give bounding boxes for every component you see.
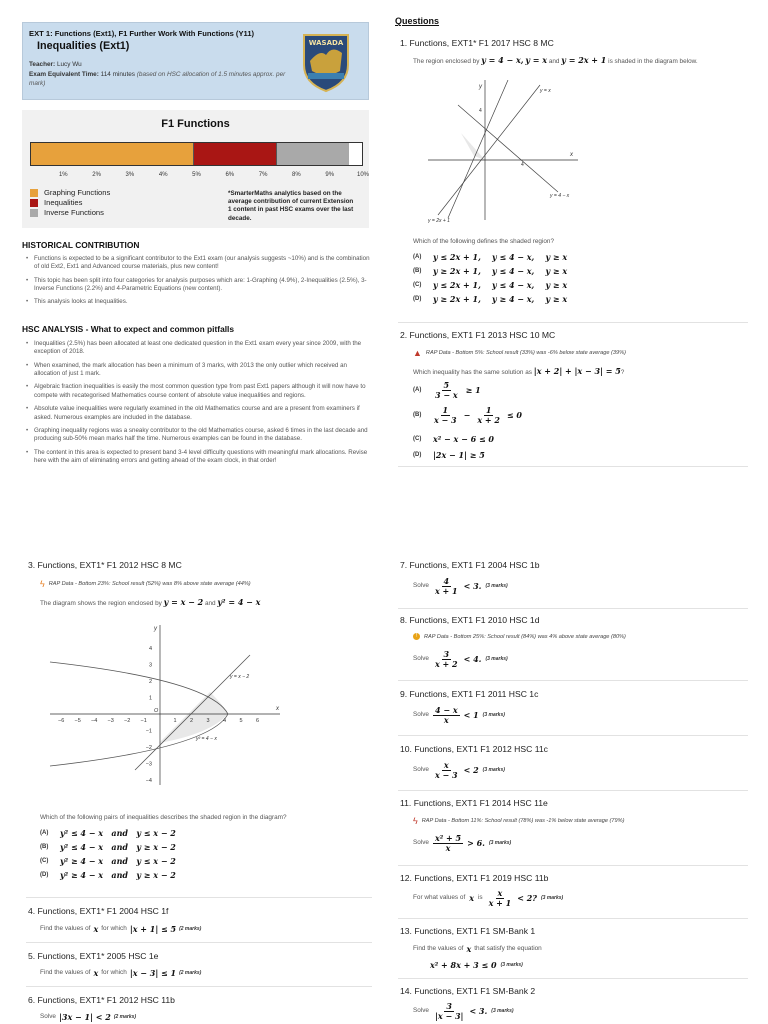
q6-title[interactable]: 6. Functions, EXT1* F1 2012 HSC 11b — [28, 995, 175, 1005]
legend-swatch-inverse — [30, 209, 38, 217]
bar-track — [30, 142, 363, 166]
q3-intro — [40, 597, 260, 609]
q9-den: x — [443, 714, 449, 725]
q12-mid: is — [478, 893, 483, 901]
q12-title[interactable]: 12. Functions, EXT1 F1 2019 HSC 11b — [400, 873, 549, 883]
time-label: Exam Equivalent Time: — [29, 71, 99, 78]
q2-b-den2: x + 2 — [477, 414, 500, 425]
q9-pre: Solve — [413, 710, 429, 718]
divider — [398, 608, 748, 609]
q2-b-minus: − — [463, 410, 471, 421]
q1-option-label: (C) — [413, 282, 422, 288]
q11-marks: (3 marks) — [488, 839, 512, 846]
hsc-list — [24, 340, 370, 470]
q6-marks: (2 marks) — [113, 1014, 137, 1021]
q3-y-tick: 1 — [148, 695, 152, 702]
q1-intro — [413, 55, 753, 67]
q2-a-den: 3 − x — [435, 389, 458, 400]
q10-den: x − 3 — [435, 769, 458, 780]
course-title: EXT 1: Functions (Ext1), F1 Further Work With Functions (Y11) — [29, 29, 255, 38]
q13-mid: that satisfy the equation — [474, 945, 542, 953]
hsc-heading: HSC ANALYSIS - What to expect and common pitfalls — [22, 324, 235, 334]
q2-b-den1: x − 3 — [434, 414, 457, 425]
wasada-logo — [296, 31, 356, 93]
historical-list — [24, 255, 370, 312]
q3-option-c[interactable] — [40, 856, 176, 866]
q3-y-tick: 4 — [148, 646, 152, 652]
q7-body — [413, 577, 508, 596]
q2-b-rhs: ≤ 0 — [506, 410, 522, 421]
q3-prompt: Which of the following pairs of inequalities describes the shaded region in the diagram? — [40, 814, 287, 821]
q3-y-tick: 3 — [148, 662, 152, 669]
q3-y-tick: −3 — [145, 761, 152, 768]
q3-option-label: (B) — [40, 844, 49, 850]
q1-graph — [428, 80, 578, 225]
bar-segment-inequalities — [193, 143, 276, 165]
q8-den: x + 2 — [435, 658, 458, 669]
bar-segment-graphing-functions — [31, 143, 193, 165]
q3-x-ticks — [58, 718, 259, 724]
divider — [398, 680, 748, 681]
divider — [26, 942, 372, 943]
q3-and: and — [204, 600, 216, 607]
q8-marks: (3 marks) — [485, 655, 508, 662]
q11-num: x² + 5 — [435, 833, 462, 843]
q2-option-c[interactable] — [413, 434, 494, 444]
q3-title[interactable]: 3. Functions, EXT1* F1 2012 HSC 8 MC — [28, 560, 182, 570]
q1-eq3: y = 2x + 1 — [561, 55, 607, 65]
q2-option-label: (B) — [413, 412, 422, 419]
historical-bullet: • Functions is expected to be a significant contributor to the Ext1 exam (our analysis suggests ~10%) and is the combination of old Ext2, Ext1 and Advanced course materials, plus new content! — [24, 255, 370, 272]
hsc-bullet: • Graphing inequality regions was a sneaky contributor to the old Mathematics course, asked 6 times in the last decade and producing sub-50% mean marks half the time. Numerous examples can be found in the database. — [24, 427, 370, 444]
bar-tick-label: 8% — [292, 172, 301, 178]
q1-option-text: y ≥ 2x + 1, y ≥ 4 − x, y ≥ x — [433, 294, 568, 304]
q2-expr: |x + 2| + |x − 3| = 5 — [533, 366, 621, 376]
q7-pre: Solve — [413, 581, 429, 589]
q2-rap-text: RAP Data - Bottom 5%: School result (33%) was -6% below state average (39%) — [425, 350, 626, 356]
q8-rap-text: RAP Data - Bottom 25%: School result (84%) was 4% above state average (80%) — [424, 633, 626, 640]
q13-var: x — [466, 944, 472, 954]
header-banner — [22, 22, 369, 100]
q1-y-label: y — [479, 84, 482, 90]
q14-rhs: < 3. — [469, 1005, 488, 1016]
warning-icon: ▲ — [413, 348, 422, 358]
q1-option-text: y ≤ 2x + 1, y ≤ 4 − x, y ≥ x — [433, 252, 568, 262]
hsc-bullet: • Algebraic fraction inequalities is easily the most common question type from past Ext1 papers although it will now have to compete with recategorised Mathematics course content of absolute value inequalities and regions. — [24, 383, 370, 400]
divider — [26, 986, 372, 987]
q3-eq2: y² = 4 − x — [217, 597, 261, 607]
q1-x-label: x — [570, 152, 573, 158]
q10-pre: Solve — [413, 765, 429, 773]
historical-bullet: • This topic has been split into four categories for analysis purposes which are: 1-Graphing (4.9%), 2-Inequalities (2.5%), 3-Inverse Functions (2.2%) and 4-Parametric Equations (new content). — [24, 277, 370, 294]
hsc-bullet: • Inequalities (2.5%) has been allocated at least one dedicated question in the Ext1 exam every year since 2009, with the exception of 2018. — [24, 340, 370, 357]
historical-bullet: • This analysis looks at Inequalities. — [24, 298, 370, 306]
q8-rhs: < 4. — [463, 653, 482, 664]
q6-body — [40, 1012, 136, 1023]
bar-tick-label: 1% — [58, 172, 68, 178]
q3-x-tick: −2 — [124, 718, 131, 724]
q3-x-label: x — [276, 706, 279, 712]
q5-marks: (2 marks) — [179, 970, 202, 977]
teacher-line — [29, 61, 82, 68]
bar-segment-inverse-functions — [276, 143, 349, 165]
q2-prompt — [413, 366, 624, 378]
q4-pre: Find the values of — [40, 925, 91, 933]
q1-option-label: (D) — [413, 296, 422, 302]
divider — [398, 790, 748, 791]
q12-rhs: < 2? — [517, 892, 537, 903]
q7-num: 4 — [443, 576, 450, 586]
q10-num: x — [443, 760, 449, 770]
bar-tick-label: 2% — [92, 172, 101, 178]
q5-expr: |x − 3| ≤ 1 — [129, 968, 177, 978]
info-icon: ! — [413, 633, 420, 640]
divider — [398, 735, 748, 736]
q13-body — [413, 944, 542, 955]
legend-swatch-inequalities — [30, 199, 38, 207]
q3-intro-text: The diagram shows the region enclosed by — [40, 600, 162, 607]
q14-pre: Solve — [413, 1006, 429, 1014]
questions-heading: Questions — [395, 16, 440, 26]
time-line — [29, 71, 299, 88]
q3-x-tick: 3 — [206, 718, 210, 724]
q1-and: and — [548, 58, 560, 65]
q3-x-tick: 4 — [223, 718, 227, 724]
q2-option-label: (C) — [413, 436, 422, 442]
q3-x-tick: −4 — [91, 718, 98, 724]
q4-expr: |x + 1| ≤ 5 — [129, 924, 177, 934]
time-value: 114 minutes — [100, 71, 135, 78]
q2-option-b[interactable] — [413, 406, 522, 425]
q11-rap-text: RAP Data - Bottom 11%: School result (78%) was -1% below state average (79%) — [421, 818, 625, 824]
q2-option-d[interactable] — [413, 450, 485, 460]
q7-title[interactable]: 7. Functions, EXT1 F1 2004 HSC 1b — [400, 560, 540, 570]
q3-curve-label: y² = 4 − x — [196, 736, 217, 742]
q3-x-tick: −5 — [74, 718, 81, 724]
q3-option-d[interactable] — [40, 870, 176, 880]
q3-option-text: y² ≤ 4 − x and y ≤ x − 2 — [60, 828, 176, 838]
hsc-bullet: • The content in this area is expected to present band 3-4 level difficulty questions with meaningful mark allocations. Revise here with the aim of eliminating errors and getting ahead of the exam clock, in that order! — [24, 449, 370, 466]
q3-option-label: (C) — [40, 858, 49, 864]
q11-den: x — [445, 842, 451, 853]
q3-x-tick: −3 — [107, 718, 114, 724]
bar-tick-label: 4% — [158, 172, 168, 178]
divider — [398, 466, 748, 467]
q7-marks: (3 marks) — [485, 582, 508, 589]
q3-x-tick: −6 — [58, 718, 65, 724]
q7-den: x + 1 — [435, 585, 458, 596]
logo-text: WASADA — [308, 39, 344, 47]
q1-option-text: y ≥ 2x + 1, y ≤ 4 − x, y ≥ x — [433, 266, 568, 276]
divider — [398, 978, 748, 979]
bar-tick-label: 7% — [258, 172, 268, 178]
q1-option-b[interactable] — [413, 266, 567, 276]
q3-option-a[interactable] — [40, 828, 176, 838]
q9-marks: (3 marks) — [482, 711, 505, 718]
q10-title[interactable]: 10. Functions, EXT1 F1 2012 HSC 11c — [400, 744, 548, 754]
q3-options — [40, 828, 176, 884]
q1-option-label: (A) — [413, 254, 422, 260]
q1-option-label: (B) — [413, 268, 422, 274]
q2-a-num: 5 — [443, 380, 450, 390]
q3-y-tick: −4 — [145, 778, 152, 784]
q11-title[interactable]: 11. Functions, EXT1 F1 2014 HSC 11e — [400, 798, 548, 808]
teacher-name: Lucy Wu — [56, 61, 82, 68]
q9-rhs: < 1 — [463, 709, 479, 720]
hsc-bullet: • Absolute value inequalities were regularly examined in the old Mathematics course and are a present from examiners if asked. Numerous examples are included in the database. — [24, 405, 370, 422]
time-note: (based on HSC allocation of 1.5 minutes approx. per mark) — [29, 71, 286, 87]
q3-x-tick: 6 — [256, 718, 260, 724]
q5-body — [40, 968, 201, 979]
q1-eq2: y = x — [525, 55, 548, 65]
legend-swatch-graphing — [30, 189, 38, 197]
q3-x-tick: 5 — [239, 718, 243, 724]
q3-eq1: y = x − 2 — [163, 597, 204, 607]
q5-var: x — [93, 968, 99, 978]
q13-marks: (3 marks) — [500, 962, 523, 968]
analytics-note: *SmarterMaths analytics based on the average contribution of current Extension 1 content in past HSC exams over the last decade. — [228, 190, 354, 222]
q3-option-b[interactable] — [40, 842, 176, 852]
bar-tick-label: 3% — [125, 172, 135, 178]
divider — [398, 865, 748, 866]
q1-title[interactable]: 1. Functions, EXT1* F1 2017 HSC 8 MC — [400, 38, 554, 48]
q8-rap — [413, 633, 626, 640]
q2-d-text: |2x − 1| ≥ 5 — [433, 450, 485, 460]
q6-expr: |3x − 1| < 2 — [59, 1012, 111, 1022]
q1-label-yx: y = x — [540, 88, 551, 94]
q2-a-rhs: ≥ 1 — [465, 385, 481, 396]
q9-body — [413, 706, 505, 725]
q3-rap-text: RAP Data - Bottom 23%: School result (52%) was 8% above state average (44%) — [48, 581, 251, 587]
q8-num: 3 — [443, 649, 450, 659]
q1-tick-4y: 4 — [479, 108, 482, 114]
q14-title[interactable]: 14. Functions, EXT1 F1 SM-Bank 2 — [400, 986, 536, 996]
bar-tick-label: 10% — [356, 172, 370, 178]
q13-equation — [430, 960, 523, 970]
q11-body — [413, 834, 511, 853]
q12-marks: (3 marks) — [540, 894, 564, 901]
q4-body — [40, 924, 201, 935]
q1-label-y2x1: y = 2x + 1 — [428, 218, 450, 224]
q13-pre: Find the values of — [413, 945, 464, 953]
q9-num: 4 − x — [435, 705, 458, 715]
q8-title[interactable]: 8. Functions, EXT1 F1 2010 HSC 1d — [400, 615, 540, 625]
q12-var: x — [469, 892, 474, 903]
chart-legend — [30, 188, 110, 218]
q3-x-tick: 1 — [173, 718, 177, 724]
q1-label-y4x: y = 4 − x — [550, 193, 570, 199]
q1-options — [413, 252, 567, 308]
q8-body — [413, 650, 508, 669]
q3-option-label: (A) — [40, 830, 49, 836]
q2-prompt-text: Which inequality has the same solution as — [413, 369, 533, 376]
q14-body — [413, 1002, 514, 1021]
q5-mid: for which — [101, 969, 127, 977]
q14-num: 3 — [446, 1001, 452, 1011]
q14-marks: (3 marks) — [491, 1007, 514, 1014]
q10-rhs: < 2 — [463, 764, 479, 775]
q12-body — [413, 889, 563, 908]
divider — [398, 322, 748, 323]
legend-graphing: Graphing Functions — [44, 188, 111, 197]
q12-pre: For what values of — [413, 893, 466, 901]
q5-pre: Find the values of — [40, 969, 91, 977]
q4-marks: (2 marks) — [179, 926, 202, 933]
q11-rhs: > 6. — [467, 837, 485, 848]
divider — [26, 897, 372, 898]
q12-den: x + 1 — [488, 897, 512, 908]
q3-y-label: y — [154, 626, 157, 632]
q2-rap — [413, 348, 626, 358]
q2-b-num2: 1 — [485, 405, 492, 415]
q1-shaded-region — [461, 133, 485, 160]
q4-var: x — [93, 924, 99, 934]
q2-option-label: (D) — [413, 452, 422, 458]
q3-option-text: y² ≥ 4 − x and y ≥ x − 2 — [60, 870, 176, 880]
bar-tick-label: 6% — [225, 172, 235, 178]
q2-option-a[interactable] — [413, 381, 481, 400]
lightning-icon: ϟ — [40, 579, 45, 589]
q1-option-d[interactable] — [413, 294, 567, 304]
topic-title: Inequalities (Ext1) — [37, 40, 130, 52]
q3-graph — [40, 620, 300, 790]
q6-pre: Solve — [40, 1013, 56, 1021]
q14-den: |x − 3| — [435, 1010, 464, 1021]
q3-y-ticks — [146, 646, 152, 784]
q9-title[interactable]: 9. Functions, EXT1 F1 2011 HSC 1c — [400, 689, 539, 699]
q1-eq1: y = 4 − x, — [481, 55, 524, 65]
teacher-label: Teacher: — [29, 61, 56, 68]
q13-title[interactable]: 13. Functions, EXT1 F1 SM-Bank 1 — [400, 926, 536, 936]
q5-title[interactable]: 5. Functions, EXT1* 2005 HSC 1e — [28, 951, 159, 961]
q10-marks: (3 marks) — [482, 766, 505, 773]
q11-rap — [413, 816, 624, 826]
q3-x-tick: −1 — [140, 718, 147, 724]
q8-pre: Solve — [413, 654, 429, 662]
legend-inverse: Inverse Functions — [44, 208, 104, 217]
historical-heading: HISTORICAL CONTRIBUTION — [22, 240, 140, 250]
q3-rap — [40, 579, 251, 589]
divider — [398, 918, 748, 919]
q13-expr: x² + 8x + 3 ≤ 0 — [430, 960, 497, 970]
q2-c-text: x² − x − 6 ≤ 0 — [433, 434, 494, 444]
q1-option-text: y ≤ 2x + 1, y ≤ 4 − x, y ≥ x — [433, 280, 568, 290]
q3-y-tick: −1 — [145, 728, 152, 735]
q1-option-c[interactable] — [413, 280, 567, 290]
q4-mid: for which — [101, 925, 127, 933]
chart-title: F1 Functions — [161, 118, 230, 130]
q11-pre: Solve — [413, 838, 429, 846]
q1-tick-4x: 4 — [521, 162, 524, 168]
q3-x-tick: 2 — [190, 718, 194, 724]
q10-body — [413, 761, 505, 780]
q4-title[interactable]: 4. Functions, EXT1* F1 2004 HSC 1f — [28, 906, 169, 916]
q2-b-num1: 1 — [442, 405, 449, 415]
q3-option-text: y² ≤ 4 − x and y ≥ x − 2 — [60, 842, 176, 852]
bar-ticks — [30, 172, 370, 182]
q2-title[interactable]: 2. Functions, EXT1 F1 2013 HSC 10 MC — [400, 330, 556, 340]
q1-prompt: Which of the following defines the shaded region? — [413, 238, 555, 245]
hsc-bullet: • When examined, the mark allocation has been a minimum of 3 marks, with 2013 the only outlier which received an allocation of just 1 mark. — [24, 362, 370, 379]
analytics-panel — [22, 110, 369, 228]
legend-inequalities: Inequalities — [44, 198, 83, 207]
bar-tick-label: 9% — [325, 172, 335, 178]
q2-qmark: ? — [620, 369, 625, 376]
q1-intro2: is shaded in the diagram below. — [608, 58, 698, 65]
q3-origin-label: O — [154, 708, 159, 714]
q3-y-tick: −2 — [145, 745, 152, 751]
bar-tick-label: 5% — [192, 172, 201, 178]
q1-intro-text: The region enclosed by — [413, 58, 480, 65]
q7-rhs: < 3. — [463, 580, 482, 591]
lightning-icon: ϟ — [413, 816, 418, 826]
q2-option-label: (A) — [413, 387, 422, 394]
q12-num: x — [497, 888, 503, 898]
q1-option-a[interactable] — [413, 252, 567, 262]
q3-option-text: y² ≥ 4 − x and y ≤ x − 2 — [60, 856, 176, 866]
q3-option-label: (D) — [40, 872, 49, 878]
q3-y-tick: 2 — [148, 679, 152, 685]
q3-line-label: y = x − 2 — [230, 674, 250, 680]
